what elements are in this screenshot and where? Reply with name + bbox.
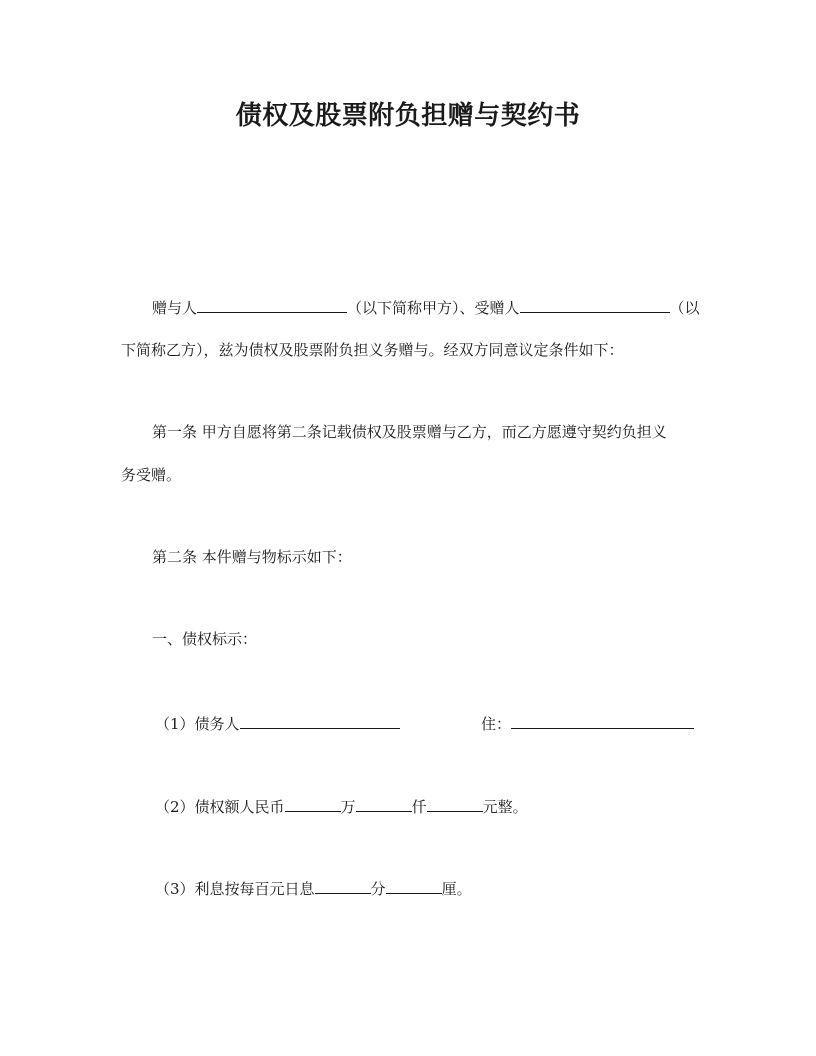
item-1-address — [481, 712, 694, 735]
interest-fen-blank[interactable] — [315, 877, 371, 894]
article-1-line-1: 第一条 甲方自愿将第二条记载债权及股票赠与乙方，而乙方愿遵守契约负担义 — [152, 423, 667, 441]
donee-blank[interactable] — [520, 296, 670, 313]
amount-label: （2）债权额人民币 — [155, 798, 285, 816]
interest-label: （3）利息按每百元日息 — [155, 880, 315, 898]
address-label: 住： — [481, 715, 512, 733]
address-blank[interactable] — [511, 712, 694, 729]
unit-yuan: 元整。 — [482, 798, 528, 816]
document-title: 债权及股票附负担赠与契约书 — [235, 101, 581, 131]
interest-li-blank[interactable] — [386, 877, 442, 894]
amount-wan-blank[interactable] — [285, 795, 341, 812]
article-2-heading: 第二条 本件赠与物标示如下： — [152, 548, 352, 566]
unit-qian: 仟 — [411, 798, 427, 816]
unit-fen: 分 — [370, 880, 386, 898]
amount-qian-blank[interactable] — [356, 795, 412, 812]
amount-yuan-blank[interactable] — [427, 795, 483, 812]
unit-li: 厘。 — [441, 880, 472, 898]
section-1-heading: 一、债权标示： — [152, 630, 258, 648]
item-3-interest — [155, 877, 472, 900]
debtor-label: （1）债务人 — [155, 715, 240, 733]
article-1-line-2: 务受赠。 — [121, 466, 182, 484]
donor-blank[interactable] — [197, 296, 347, 313]
item-1-debtor — [155, 712, 400, 735]
item-2-amount — [155, 795, 528, 818]
debtor-blank[interactable] — [240, 712, 400, 729]
donor-note: （以下简称甲方）、受赠人 — [347, 299, 520, 317]
donor-label: 赠与人 — [152, 299, 198, 317]
intro-line-1 — [152, 296, 700, 319]
intro-line-2: 下简称乙方），兹为债权及股票附负担义务赠与。经双方同意议定条件如下： — [121, 341, 624, 359]
donee-note-a: （以 — [669, 299, 700, 317]
unit-wan: 万 — [340, 798, 356, 816]
